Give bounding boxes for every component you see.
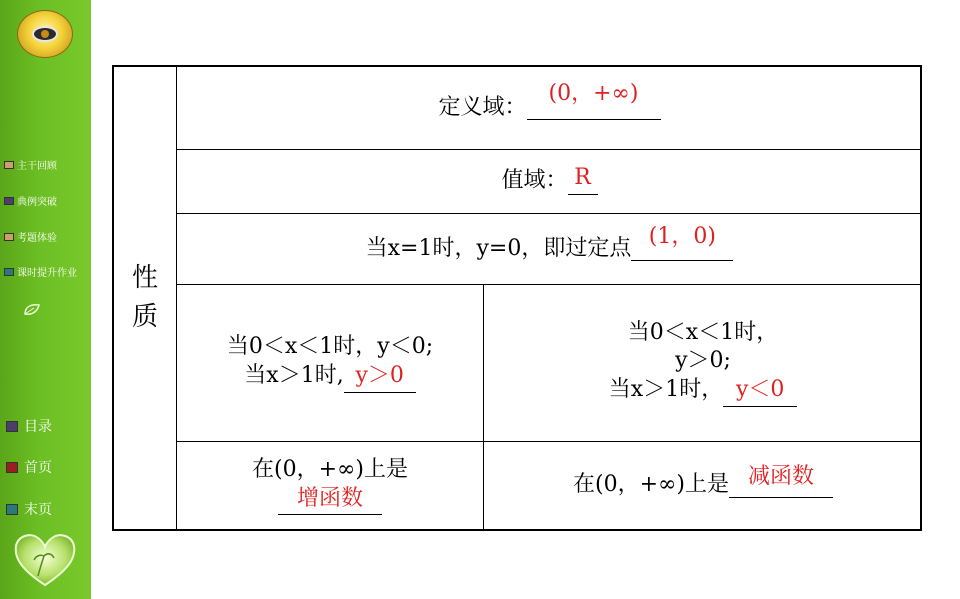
left-case-line1: 当0＜x＜1时，y＜0; [226, 333, 434, 359]
fixed-point-label: 当x=1时，y=0，即过定点 [365, 235, 632, 261]
end-button[interactable] [6, 499, 52, 519]
range-answer: R [568, 164, 598, 196]
heart-icon [12, 530, 78, 588]
sidebar-item-homework[interactable] [4, 264, 77, 279]
left-mono-cell [177, 442, 483, 529]
toc-button[interactable] [6, 416, 52, 436]
sidebar-item-label: 考题体验 [17, 233, 57, 244]
properties-table [112, 65, 922, 531]
domain-answer: (0，+∞) [527, 80, 661, 120]
leaf-icon [22, 302, 42, 318]
fixed-point-cell [177, 214, 922, 284]
home-button[interactable] [6, 457, 52, 477]
end-label: 末页 [24, 502, 52, 518]
toc-label: 目录 [24, 419, 52, 435]
range-label: 值域： [501, 168, 568, 194]
square-bullet-icon [6, 421, 18, 432]
square-bullet-icon [4, 233, 14, 241]
sidebar-item-exam[interactable] [4, 229, 57, 244]
domain-label: 定义域： [438, 94, 527, 120]
eye-icon [32, 26, 58, 42]
sidebar-item-examples[interactable] [4, 193, 57, 208]
sidebar-item-label: 课时提升作业 [17, 268, 77, 279]
sidebar-item-review[interactable] [4, 157, 57, 172]
row-header-char-2: 质 [131, 302, 158, 332]
right-case-line3: 当x＞1时， [608, 376, 724, 402]
right-mono-label: 在(0，+∞)上是 [573, 472, 729, 498]
right-case-answer: y＜0 [723, 376, 797, 408]
logo [17, 10, 73, 58]
left-case-answer: y＞0 [344, 362, 416, 394]
square-bullet-icon [6, 462, 18, 473]
sidebar [0, 0, 91, 599]
row-header-properties [114, 67, 176, 529]
square-bullet-icon [4, 161, 14, 169]
home-label: 首页 [24, 460, 52, 476]
domain-cell [177, 67, 922, 149]
sidebar-item-label: 典例突破 [17, 197, 57, 208]
square-bullet-icon [6, 504, 18, 515]
right-mono-cell [484, 442, 922, 529]
right-case-line2: y＞0; [675, 348, 731, 374]
left-case-cell [177, 285, 483, 441]
right-case-line1: 当0＜x＜1时， [627, 319, 779, 345]
right-mono-answer: 减函数 [729, 463, 833, 499]
row-header-char-1: 性 [131, 263, 158, 293]
left-mono-answer: 增函数 [278, 485, 382, 515]
right-case-cell [484, 285, 922, 441]
left-case-line2: 当x＞1时, [244, 362, 344, 388]
sidebar-item-label: 主干回顾 [17, 161, 57, 172]
left-mono-label: 在(0，+∞)上是 [252, 457, 408, 483]
range-cell [177, 150, 922, 213]
square-bullet-icon [4, 197, 14, 205]
square-bullet-icon [4, 268, 14, 276]
fixed-point-answer: (1，0) [631, 223, 733, 261]
